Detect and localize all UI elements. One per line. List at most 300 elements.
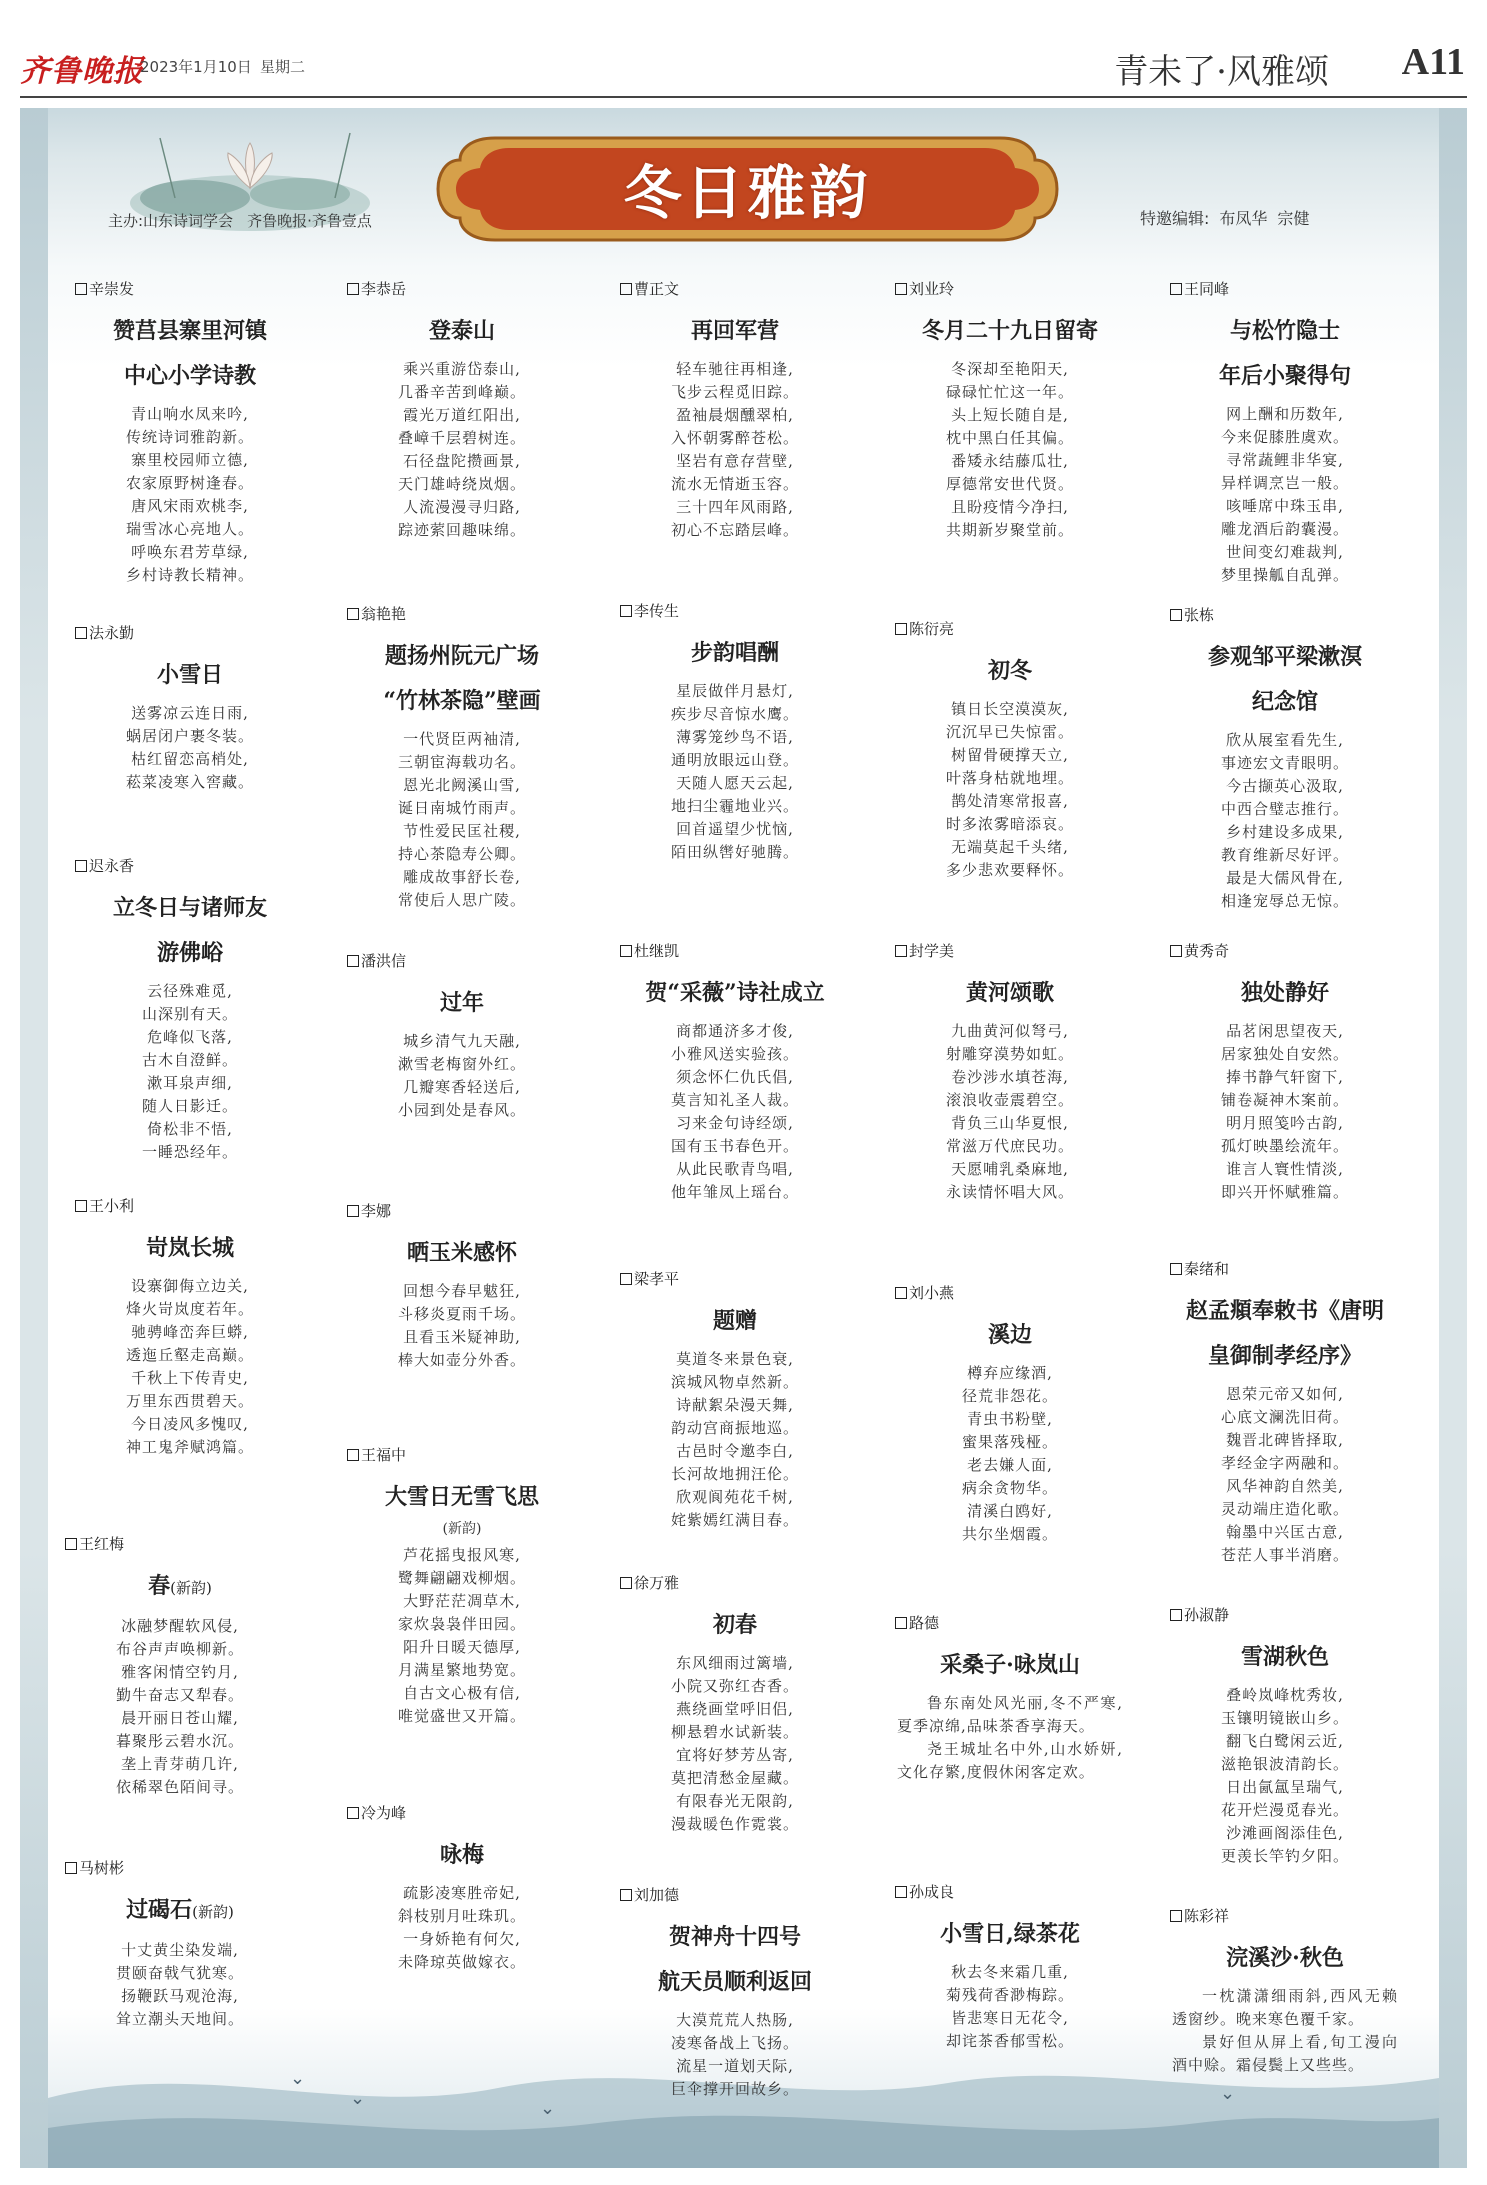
- poem-line: 玉镶明镜嵌山乡。: [1220, 1709, 1349, 1727]
- checkbox-square-icon: [347, 608, 359, 620]
- poem-line: 常滋万代庶民功。: [945, 1137, 1074, 1155]
- poem-line: 垄上青芽萌几许,: [121, 1755, 239, 1773]
- poem-title: 贺“采薇”诗社成立: [645, 980, 825, 1006]
- poem-author: [885, 1612, 1135, 1633]
- poem-line: 三朝宦海载功名。: [397, 753, 526, 771]
- poem-line: 蜗居闭户裹冬装。: [125, 727, 254, 745]
- poem-line: 多少悲欢要释怀。: [945, 861, 1074, 879]
- poem-line: 流星一道划天际,: [676, 2057, 794, 2075]
- poem: [610, 1572, 860, 1836]
- poem-author: [610, 940, 860, 961]
- poem-line: 鹭舞翩翩戏柳烟。: [397, 1569, 526, 1587]
- poem-line: 坚岩有意存营壁,: [676, 452, 794, 470]
- poem-title: 皇御制孝经序》: [1207, 1343, 1362, 1369]
- checkbox-square-icon: [1170, 1263, 1182, 1275]
- poem-line: 初心不忘踏层峰。: [670, 521, 799, 539]
- guest-editors: [1140, 206, 1319, 229]
- poem-line: 斗移炎夏雨千场。: [397, 1305, 526, 1323]
- poem-author: [1160, 940, 1410, 961]
- header-divider: [20, 96, 1467, 98]
- author-name: 秦绪和: [1184, 1260, 1230, 1278]
- author-name: 王同峰: [1184, 280, 1230, 298]
- poem-line: 番矮永结藤瓜壮,: [951, 452, 1069, 470]
- poem-line: 菘菜凌寒入窖藏。: [125, 773, 254, 791]
- checkbox-square-icon: [620, 1577, 632, 1589]
- poem-author: [337, 1444, 587, 1465]
- author-name: 封学美: [909, 942, 955, 960]
- poem: [1160, 940, 1410, 1204]
- poem-line: 风华神韵自然美,: [1226, 1477, 1344, 1495]
- poem-title: 雪湖秋色: [1240, 1644, 1329, 1670]
- poem-line: 透迤丘壑走高巅。: [125, 1346, 254, 1364]
- poem-line: 沙滩画阁添佳色,: [1226, 1824, 1344, 1842]
- poem-title: 登泰山: [428, 318, 495, 344]
- poem-line: 耸立潮头天地间。: [115, 2010, 244, 2028]
- bird-icon: ⌄: [540, 2098, 556, 2119]
- poem-title: 贺神舟十四号: [668, 1924, 801, 1950]
- checkbox-square-icon: [1170, 283, 1182, 295]
- poem-line: 山深别有天。: [141, 1005, 238, 1023]
- poem-author: [65, 1195, 315, 1216]
- checkbox-square-icon: [620, 1889, 632, 1901]
- poem-title: 过碣石(新韵): [126, 1897, 234, 1923]
- checkbox-square-icon: [895, 1287, 907, 1299]
- poem-line: 石径盘陀攒画景,: [403, 452, 521, 470]
- poem-title: 游佛峪: [156, 940, 223, 966]
- poem-line: 设寨御侮立边关,: [131, 1277, 249, 1295]
- checkbox-square-icon: [895, 1617, 907, 1629]
- bird-icon: ⌄: [350, 2088, 366, 2109]
- poem-line: 青虫书粉壁,: [967, 1410, 1053, 1428]
- author-name: 梁孝平: [634, 1270, 680, 1288]
- poem-line: 霞光万道红阳出,: [403, 406, 521, 424]
- poem-line: 回想今春早魃狂,: [403, 1282, 521, 1300]
- checkbox-square-icon: [347, 1449, 359, 1461]
- poem-line: 铺卷凝神木案前。: [1220, 1091, 1349, 1109]
- poem: [65, 278, 315, 587]
- poem-line: 滋艳银波清韵长。: [1220, 1755, 1349, 1773]
- poem-line: 柳悬碧水试新装。: [670, 1723, 799, 1741]
- poem-title: 晒玉米感怀: [406, 1240, 517, 1266]
- author-name: 李恭岳: [361, 280, 407, 298]
- checkbox-square-icon: [895, 1886, 907, 1898]
- poem-line: 暮聚彤云碧水沉。: [115, 1732, 244, 1750]
- poem-author: [1160, 1604, 1410, 1625]
- left-border-decoration: [20, 108, 48, 2168]
- poem-line: 冬深却至艳阳天,: [951, 360, 1069, 378]
- poem-title: 题赠: [712, 1308, 757, 1334]
- poem-title: 岢岚长城: [145, 1235, 234, 1261]
- poem: [885, 940, 1135, 1204]
- author-name: 翁艳艳: [361, 605, 407, 623]
- poem-author: [610, 278, 860, 299]
- poem-line: 节性爱民匡社稷,: [403, 822, 521, 840]
- checkbox-square-icon: [620, 945, 632, 957]
- checkbox-square-icon: [895, 283, 907, 295]
- poem-line: 滨城风物卓然新。: [670, 1373, 799, 1391]
- poem-line: 未降琼英做嫁衣。: [397, 1953, 526, 1971]
- poem-line: 滚浪收壶震碧空。: [945, 1091, 1074, 1109]
- poem-line: 病余贪物华。: [961, 1479, 1058, 1497]
- poem-title: “竹林茶隐”壁画: [383, 688, 541, 714]
- poem-line: 恩光北阙溪山雪,: [403, 776, 521, 794]
- author-name: 孙淑静: [1184, 1606, 1230, 1624]
- poem-line: 叶落身枯就地埋。: [945, 769, 1074, 787]
- poem-line: 神工鬼斧赋鸿篇。: [125, 1438, 254, 1456]
- author-name: 刘小燕: [909, 1284, 955, 1302]
- poem-title: 题扬州阮元广场: [384, 643, 539, 669]
- poem-author: [337, 603, 587, 624]
- poem-line: 今来促膝胜虞欢。: [1220, 428, 1349, 446]
- poem-line: 棒大如壶分外香。: [397, 1351, 526, 1369]
- poem-line: 宜将好梦芳丛寄,: [676, 1746, 794, 1764]
- poem-line: 小雅风送实验孩。: [670, 1045, 799, 1063]
- newspaper-logo: 齐鲁晚报: [20, 54, 144, 89]
- poem-title: 赞莒县寨里河镇: [112, 318, 267, 344]
- poem-line: 国有玉书春色开。: [670, 1137, 799, 1155]
- poem-line: 孝经金字两融和。: [1220, 1454, 1349, 1472]
- poem-line: 蜜果落残桠。: [961, 1433, 1058, 1451]
- poem: [1160, 604, 1410, 913]
- poem-title: 黄河颂歌: [965, 980, 1054, 1006]
- poem-title: 参观邹平梁漱溟: [1207, 644, 1362, 670]
- poem-line: 一身娇艳有何欠,: [403, 1930, 521, 1948]
- poem-line: 鹊处清寒常报喜,: [951, 792, 1069, 810]
- poem-line: 人流漫漫寻归路,: [403, 498, 521, 516]
- poem-line: 持心茶隐寿公卿。: [397, 845, 526, 863]
- poem: [55, 1857, 305, 2031]
- poem-line: 雕龙酒后韵囊漫。: [1220, 520, 1349, 538]
- poem-line: 翰墨中兴匡古意,: [1226, 1523, 1344, 1541]
- checkbox-square-icon: [1170, 1910, 1182, 1922]
- poem-line: 背负三山华夏恨,: [951, 1114, 1069, 1132]
- poem-line: 小院又弥红杏香。: [670, 1677, 799, 1695]
- poem-line: 自古文心极有信,: [403, 1684, 521, 1702]
- poem-author: [337, 278, 587, 299]
- poem-line: 三十四年风雨路,: [676, 498, 794, 516]
- poem-line: 永读情怀唱大风。: [945, 1183, 1074, 1201]
- section-name: 青未了·风雅颂: [1114, 52, 1329, 92]
- poem-line: 习来金句诗经颂,: [676, 1114, 794, 1132]
- poem: [65, 1195, 315, 1459]
- poem-line: 芦花摇曳报风寒,: [403, 1546, 521, 1564]
- poem-author: [337, 950, 587, 971]
- checkbox-square-icon: [895, 945, 907, 957]
- poem-line: 樽弃应缘酒,: [967, 1364, 1053, 1382]
- poem-line: 晨开丽日苍山耀,: [121, 1709, 239, 1727]
- poem-line: 凌寒备战上飞扬。: [670, 2034, 799, 2052]
- poem-line: 天门雄峙绕岚烟。: [397, 475, 526, 493]
- author-name: 陈衍亮: [909, 620, 955, 638]
- author-name: 杜继凯: [634, 942, 680, 960]
- poem-line: 苍茫人事半消磨。: [1220, 1546, 1349, 1564]
- poem-line: 斜枝别月吐珠玑。: [397, 1907, 526, 1925]
- poem-line: 几瓣寒香轻送后,: [403, 1078, 521, 1096]
- poem-line: 明月照笺吟古韵,: [1226, 1114, 1344, 1132]
- poem-line: 乘兴重游岱泰山,: [403, 360, 521, 378]
- poem-line: 城乡清气九天融,: [403, 1032, 521, 1050]
- poem-title: 立冬日与诸师友: [112, 895, 267, 921]
- poem-line: 漱雪老梅窗外红。: [397, 1055, 526, 1073]
- poem-line: 世间变幻难裁判,: [1226, 543, 1344, 561]
- author-name: 刘加德: [634, 1886, 680, 1904]
- poem-author: [885, 940, 1135, 961]
- poem-line: 瑞雪冰心亮地人。: [125, 520, 254, 538]
- poem-line: 古邑时令邀李白,: [676, 1442, 794, 1460]
- poem-title: 航天员顺利返回: [657, 1969, 812, 1995]
- poem-line: 流水无情逝玉容。: [670, 475, 799, 493]
- poem-line: 最是大儒风骨在,: [1226, 869, 1344, 887]
- poem-line: 随人日影迁。: [141, 1097, 238, 1115]
- poem-line: 千秋上下传青史,: [131, 1369, 249, 1387]
- poem-line: 燕绕画堂呼旧侣,: [676, 1700, 794, 1718]
- poem-line: 万里东西贯碧天。: [125, 1392, 254, 1410]
- page-title: 冬日雅韵: [623, 159, 872, 227]
- poem-line: 事迹宏文青眼明。: [1220, 754, 1349, 772]
- author-name: 马树彬: [79, 1859, 125, 1877]
- poem: [610, 600, 860, 864]
- poem-line: 布谷声声唤柳新。: [115, 1640, 244, 1658]
- author-name: 冷为峰: [361, 1804, 407, 1822]
- poem-line: 唯觉盛世又开篇。: [397, 1707, 526, 1725]
- poem-line: 烽火岢岚度若年。: [125, 1300, 254, 1318]
- poem: [610, 1884, 860, 2101]
- poem-line: 飞步云程觅旧踪。: [670, 383, 799, 401]
- poem-line: 诗献絮朵漫天舞,: [676, 1396, 794, 1414]
- poem-title: 过年: [439, 990, 484, 1016]
- poem-line: 疏影凌寒胜帝妃,: [403, 1884, 521, 1902]
- poem-line: 今古撷英心汲取,: [1226, 777, 1344, 795]
- poem-line: 轻车驰往再相逢,: [676, 360, 794, 378]
- poem-author: [1160, 1258, 1410, 1279]
- poem-line: 商都通济多才俊,: [676, 1022, 794, 1040]
- poem-line: 回首遥望少忧恼,: [676, 820, 794, 838]
- poem-title: 中心小学诗教: [123, 363, 256, 389]
- poem-line: 枯红留恋高梢处,: [131, 750, 249, 768]
- poem-line: 乡村诗教长精神。: [125, 566, 254, 584]
- poem-title: 初春: [712, 1612, 757, 1638]
- right-border-decoration: [1439, 108, 1467, 2168]
- poem-title: 冬月二十九日留寄: [921, 318, 1098, 344]
- poem-line: 魏晋北碑皆择取,: [1226, 1431, 1344, 1449]
- publication-weekday: 星期二: [260, 58, 306, 76]
- poem-line: 更羡长竿钓夕阳。: [1220, 1847, 1349, 1865]
- poem-title: 溪边: [987, 1322, 1032, 1348]
- poem-line: 驰骋峰峦奔巨蟒,: [131, 1323, 249, 1341]
- poem-author: [65, 278, 315, 299]
- poem-line: 镇日长空漠漠灰,: [951, 700, 1069, 718]
- poem-line: 月满星繁地势宽。: [397, 1661, 526, 1679]
- poem-paragraph: 尧王城址名中外,山水娇妍,文化存繁,度假休闲客定欢。: [897, 1740, 1123, 1781]
- poem-line: 贯颐奋戟气犹寒。: [115, 1964, 244, 1982]
- poem: [65, 622, 315, 794]
- poem-author: [1160, 1905, 1410, 1926]
- rhyme-note: (新韵): [170, 1579, 212, 1597]
- page-header: [0, 0, 1487, 100]
- poem-line: 通明放眼远山登。: [670, 751, 799, 769]
- poem-paragraph: 鲁东南处风光丽,冬不严寒,夏季凉绵,品味茶香享海天。: [897, 1694, 1123, 1735]
- poem-author: [65, 855, 315, 876]
- poem-author: [337, 1200, 587, 1221]
- checkbox-square-icon: [347, 1205, 359, 1217]
- poem-line: 青山响水凤来吟,: [131, 405, 249, 423]
- author-name: 王小利: [89, 1197, 135, 1215]
- poem-line: 传统诗词雅韵新。: [125, 428, 254, 446]
- poem-line: 径荒非怨花。: [961, 1387, 1058, 1405]
- poem-line: 即兴开怀赋雅篇。: [1220, 1183, 1349, 1201]
- poem-line: 无端莫起千头绪,: [951, 838, 1069, 856]
- poem-line: 莫言知礼圣人裁。: [670, 1091, 799, 1109]
- poem-line: 乡村建设多成果,: [1226, 823, 1344, 841]
- poem-line: 入怀朝雾醉苍松。: [670, 429, 799, 447]
- banner-sponsors: [108, 210, 386, 231]
- poem-line: 扬鞭跃马观沧海,: [121, 1987, 239, 2005]
- poem-title: 赵孟頫奉敕书《唐明: [1185, 1298, 1384, 1324]
- poem-line: 心底文澜洗旧荷。: [1220, 1408, 1349, 1426]
- author-name: 辛崇发: [89, 280, 135, 298]
- poem-line: 长河故地拥汪伦。: [670, 1465, 799, 1483]
- poem-title: 小雪日: [156, 662, 223, 688]
- editors-label: 特邀编辑:: [1140, 209, 1210, 228]
- poem-line: 卷沙涉水填苍海,: [951, 1068, 1069, 1086]
- poem-line: 皆悲寒日无花令,: [951, 2009, 1069, 2027]
- poem-title: 年后小聚得句: [1218, 363, 1351, 389]
- poem-line: 农家原野树逢春。: [125, 474, 254, 492]
- poem-line: 碌碌忙忙这一年。: [945, 383, 1074, 401]
- poem-line: 咳唾席中珠玉串,: [1226, 497, 1344, 515]
- poem-line: 家炊袅袅伴田园。: [397, 1615, 526, 1633]
- poem: [1160, 1258, 1410, 1567]
- bird-icon: ⌄: [1220, 2083, 1236, 2104]
- poem-author: [337, 1802, 587, 1823]
- checkbox-square-icon: [1170, 609, 1182, 621]
- poem-line: 韵动宫商振地巡。: [670, 1419, 799, 1437]
- poem-line: 异样调烹岂一般。: [1220, 474, 1349, 492]
- poem-author: [1160, 278, 1410, 299]
- poem: [1160, 278, 1410, 587]
- poem-author: [610, 600, 860, 621]
- poem-line: 倚松非不悟,: [147, 1120, 233, 1138]
- checkbox-square-icon: [75, 627, 87, 639]
- author-name: 陈彩祥: [1184, 1907, 1230, 1925]
- author-name: 迟永香: [89, 857, 135, 875]
- poem-line: 有限春光无限韵,: [676, 1792, 794, 1810]
- partner-label: 齐鲁晚报·齐鲁壹点: [247, 212, 372, 230]
- poem-author: [885, 1282, 1135, 1303]
- poem-line: 翻飞白鹭闲云近,: [1226, 1732, 1344, 1750]
- author-name: 王福中: [361, 1446, 407, 1464]
- poem-title: 大雪日无雪飞思: [384, 1484, 539, 1510]
- poem-line: 大漠荒荒人热肠,: [676, 2011, 794, 2029]
- author-name: 黄秀奇: [1184, 942, 1230, 960]
- poem-line: 阳升日暖天德厚,: [403, 1638, 521, 1656]
- poem-line: 冰融梦醒软风侵,: [121, 1617, 239, 1635]
- author-name: 王红梅: [79, 1535, 125, 1553]
- poem-line: 小园到处是春风。: [397, 1101, 526, 1119]
- poem-paragraph: 景好但从屏上看,旬工漫向酒中赊。霜侵鬓上又些些。: [1172, 2033, 1398, 2074]
- poem: [337, 603, 587, 912]
- checkbox-square-icon: [620, 605, 632, 617]
- poem-line: 唐风宋雨欢桃李,: [131, 497, 249, 515]
- poem-author: [610, 1572, 860, 1593]
- checkbox-square-icon: [347, 955, 359, 967]
- poem-line: 莫把清愁金屋藏。: [670, 1769, 799, 1787]
- poem-title: 初冬: [987, 658, 1032, 684]
- poem-author: [885, 618, 1135, 639]
- poem-line: 叠岭岚峰枕秀妆,: [1226, 1686, 1344, 1704]
- poem-line: 孤灯映墨绘流年。: [1220, 1137, 1349, 1155]
- poem: [65, 855, 315, 1164]
- poem-line: 恩荣元帝又如何,: [1226, 1385, 1344, 1403]
- poem: [337, 1200, 587, 1372]
- poem-line: 厚德常安世代贤。: [945, 475, 1074, 493]
- checkbox-square-icon: [75, 283, 87, 295]
- poem-line: 网上酬和历数年,: [1226, 405, 1344, 423]
- poem-line: 共尔坐烟霞。: [961, 1525, 1058, 1543]
- checkbox-square-icon: [895, 623, 907, 635]
- author-name: 潘洪信: [361, 952, 407, 970]
- poem-title: 纪念馆: [1251, 689, 1318, 715]
- poem: [885, 618, 1135, 882]
- poem-line: 树留骨硬撑天立,: [951, 746, 1069, 764]
- poem: [337, 1802, 587, 1974]
- poem-title: 采桑子·咏岚山: [940, 1652, 1080, 1678]
- poem-line: 大野茫茫凋草木,: [403, 1592, 521, 1610]
- poem-line: 莫道冬来景色衰,: [676, 1350, 794, 1368]
- poem-line: 今日凌风多愧叹,: [131, 1415, 249, 1433]
- poem-paragraph: 一枕潇潇细雨斜,西风无赖透窗纱。晚来寒色覆千家。: [1172, 1987, 1398, 2028]
- poem-line: 从此民歌青鸟唱,: [676, 1160, 794, 1178]
- author-name: 孙成良: [909, 1883, 955, 1901]
- poem-line: 枕中黑白任其偏。: [945, 429, 1074, 447]
- poem-line: 且看玉米疑神助,: [403, 1328, 521, 1346]
- poem-author: [610, 1884, 860, 1905]
- poem-line: 古木自澄鲜。: [141, 1051, 238, 1069]
- poem-line: 雅客闲情空钓月,: [121, 1663, 239, 1681]
- poem-line: 寨里校园师立德,: [131, 451, 249, 469]
- poem-title: 咏梅: [439, 1842, 484, 1868]
- poem-line: 云径殊难觅,: [147, 982, 233, 1000]
- host-label: 主办:山东诗词学会: [108, 212, 234, 230]
- poem-author: [885, 278, 1135, 299]
- poem: [1160, 1905, 1410, 2077]
- poem-line: 欣观阆苑花千树,: [676, 1488, 794, 1506]
- poem-author: [55, 1533, 305, 1554]
- checkbox-square-icon: [620, 283, 632, 295]
- poem-line: 踪迹萦回趣味绵。: [397, 521, 526, 539]
- poem-line: 品茗闲思望夜天,: [1226, 1022, 1344, 1040]
- poem-line: 盈袖晨烟醺翠柏,: [676, 406, 794, 424]
- poem-line: 送雾凉云连日雨,: [131, 704, 249, 722]
- poem: [610, 1268, 860, 1532]
- author-name: 刘业玲: [909, 280, 955, 298]
- poem: [885, 1612, 1135, 1784]
- poem-line: 九曲黄河似弩弓,: [951, 1022, 1069, 1040]
- editor-name: 宗健: [1277, 209, 1310, 228]
- poem-line: 射雕穿漠势如虹。: [945, 1045, 1074, 1063]
- author-name: 路德: [909, 1614, 940, 1632]
- checkbox-square-icon: [347, 1807, 359, 1819]
- poem-line: 共期新岁聚堂前。: [945, 521, 1074, 539]
- poem-line: 十丈黄尘染发端,: [121, 1941, 239, 1959]
- poem-line: 日出氤氲呈瑞气,: [1226, 1778, 1344, 1796]
- poem-line: 菊残荷香渺梅踪。: [945, 1986, 1074, 2004]
- checkbox-square-icon: [347, 283, 359, 295]
- poem-title: 再回军营: [690, 318, 779, 344]
- author-name: 曹正文: [634, 280, 680, 298]
- checkbox-square-icon: [75, 1200, 87, 1212]
- poem-line: 居家独处自安然。: [1220, 1045, 1349, 1063]
